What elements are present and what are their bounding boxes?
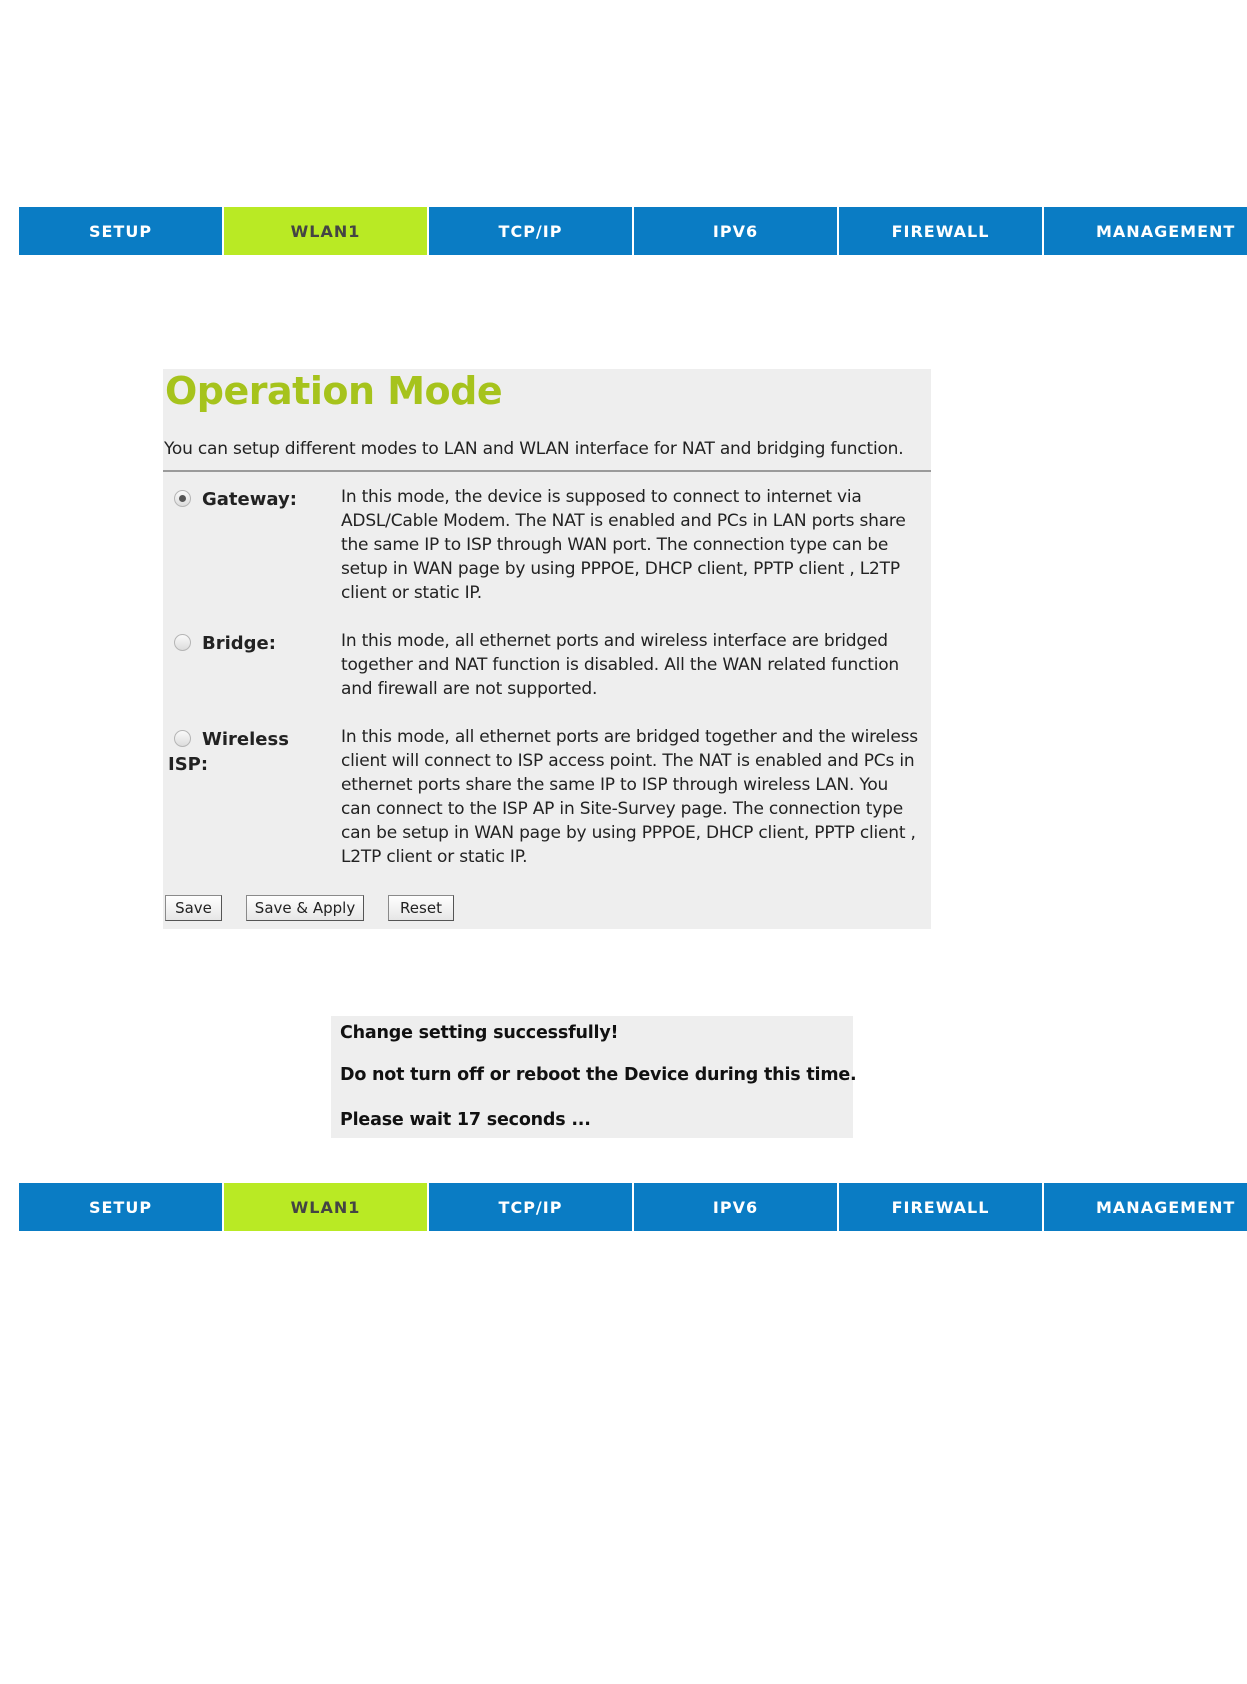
status-message-box [331, 1016, 857, 1138]
bridge-label-text: Bridge: [202, 633, 276, 654]
bridge-description: In this mode, all ethernet ports and wireless interface are bridged together and NAT function is disabled. All the WAN related function and firewall are not supported. [341, 631, 899, 699]
tab-setup[interactable]: SETUP [19, 207, 222, 255]
operation-mode-panel [163, 369, 931, 929]
tab-tcpip[interactable]: TCP/IP [429, 207, 632, 255]
page-title: Operation Mode [165, 369, 503, 413]
save-apply-button[interactable]: Save & Apply [246, 895, 364, 921]
tab-ipv6[interactable]: IPV6 [634, 1183, 837, 1231]
bottom-nav-bar [19, 1183, 1236, 1231]
tab-tcpip[interactable]: TCP/IP [429, 1183, 632, 1231]
top-nav-bar [19, 207, 1236, 255]
tab-wlan1[interactable]: WLAN1 [224, 1183, 427, 1231]
mode-bridge-label [168, 631, 308, 656]
tab-ipv6[interactable]: IPV6 [634, 207, 837, 255]
wireless-isp-radio[interactable] [174, 730, 191, 747]
bridge-radio[interactable] [174, 634, 191, 651]
tab-management[interactable]: MANAGEMENT [1044, 207, 1247, 255]
mode-wireless-isp-label [168, 727, 298, 777]
status-warning-text: Do not turn off or reboot the Device during this time. [340, 1065, 857, 1085]
gateway-description: In this mode, the device is supposed to connect to internet via ADSL/Cable Modem. The NAT is enabled and PCs in LAN ports share the same IP to ISP through WAN port. The connection type can be setup in WAN page by using PPPOE, DHCP client, PPTP client , L2TP client or static IP. [341, 487, 906, 603]
wireless-isp-label-text: Wireless ISP: [168, 729, 289, 775]
tab-firewall[interactable]: FIREWALL [839, 207, 1042, 255]
mode-gateway-label [168, 487, 308, 512]
page-description: You can setup different modes to LAN and WLAN interface for NAT and bridging function. [164, 439, 904, 459]
status-success-text: Change setting successfully! [340, 1023, 619, 1043]
reset-button[interactable]: Reset [388, 895, 454, 921]
tab-management[interactable]: MANAGEMENT [1044, 1183, 1247, 1231]
wireless-isp-description: In this mode, all ethernet ports are bridged together and the wireless client will connect to ISP access point. The NAT is enabled and PCs in ethernet ports share the same IP to ISP through wireless LAN. You can connect to the ISP AP in Site-Survey page. The connection type can be setup in WAN page by using PPPOE, DHCP client, PPTP client , L2TP client or static IP. [341, 727, 918, 867]
gateway-label-text: Gateway: [202, 489, 297, 510]
tab-wlan1[interactable]: WLAN1 [224, 207, 427, 255]
status-countdown-text: Please wait 17 seconds ... [340, 1110, 591, 1130]
tab-setup[interactable]: SETUP [19, 1183, 222, 1231]
divider [163, 470, 931, 472]
gateway-radio[interactable] [174, 490, 191, 507]
save-button[interactable]: Save [165, 895, 222, 921]
tab-firewall[interactable]: FIREWALL [839, 1183, 1042, 1231]
